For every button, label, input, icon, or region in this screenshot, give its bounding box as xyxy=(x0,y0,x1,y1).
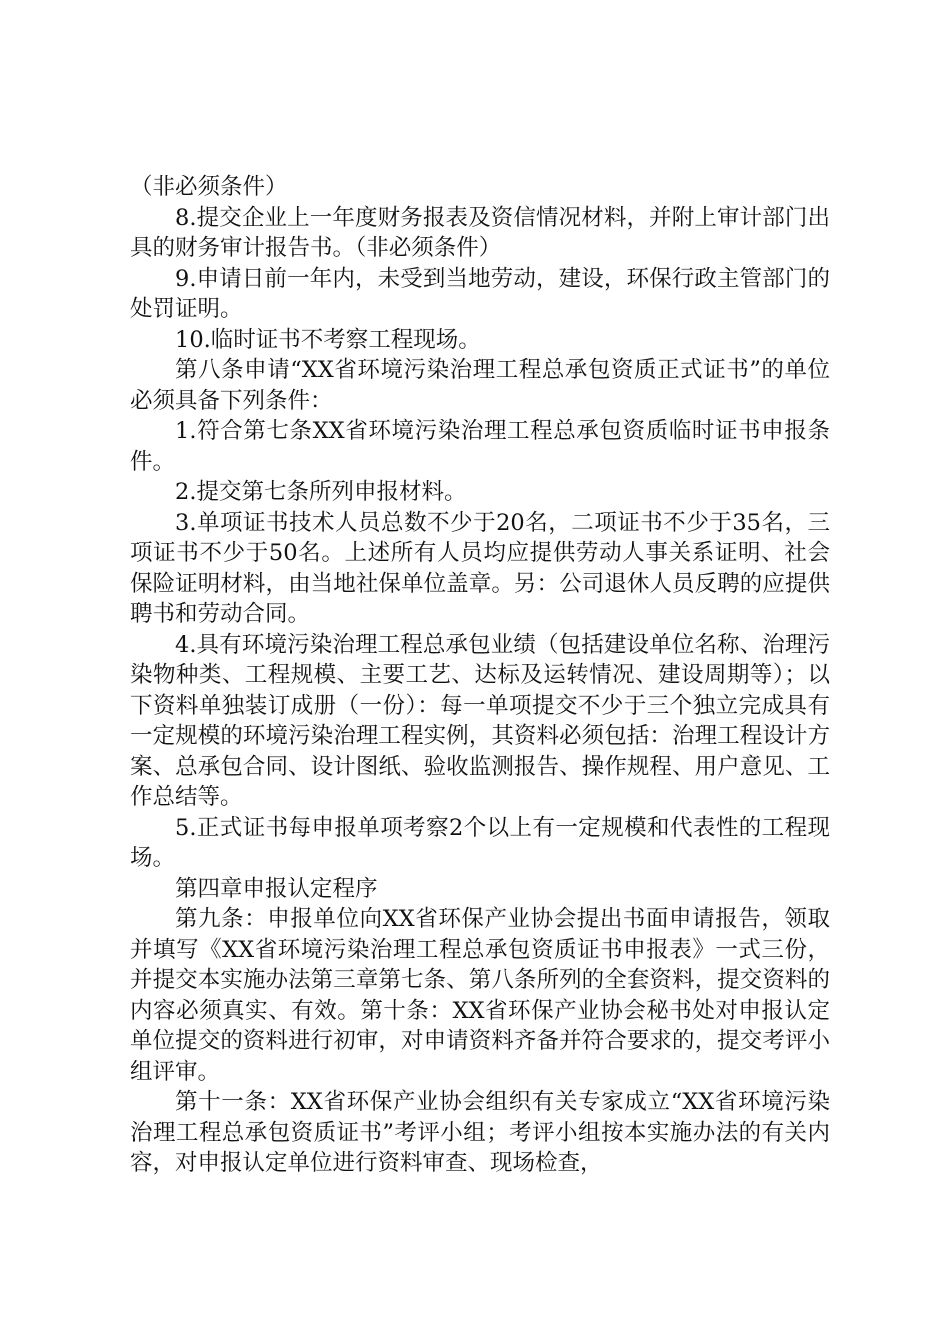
paragraph-optional-condition: （非必须条件） xyxy=(130,174,288,200)
paragraph-article-11: 第十一条：XX省环保产业协会组织有关专家成立“XX省环境污染治理工程总承包资质证书”考评小组；考评小组按本实施办法的有关内容，对申报认定单位进行资料审查、现场检查， xyxy=(130,1089,830,1176)
paragraph-article-8: 第八条申请“XX省环境污染治理工程总承包资质正式证书”的单位必须具备下列条件： xyxy=(130,357,830,414)
paragraph-article-8-item-2: 2.提交第七条所列申报材料。 xyxy=(175,479,467,505)
paragraph-article-9-10: 第九条：申报单位向XX省环保产业协会提出书面申请报告，领取并填写《XX省环境污染治理工程总承包资质证书申报表》一式三份，并提交本实施办法第三章第七条、第八条所列的全套资料，提交资料的内容必须真实、有效。第十条：XX省环保产业协会秘书处对申报认定单位提交的资料进行初审，对申请资料齐备并符合要求的，提交考评小组评审。 xyxy=(130,906,830,1085)
paragraph-article-8-item-4: 4.具有环境污染治理工程总承包业绩（包括建设单位名称、治理污染物种类、工程规模、主要工艺、达标及运转情况、建设周期等）；以下资料单独装订成册（一份）：每一单项提交不少于三个独立完成具有一定规模的环境污染治理工程实例，其资料必须包括：治理工程设计方案、总承包合同、设计图纸、验收监测报告、操作规程、用户意见、工作总结等。 xyxy=(130,631,830,810)
paragraph-item-10: 10.临时证书不考察工程现场。 xyxy=(175,326,481,353)
paragraph-item-9: 9.申请日前一年内，未受到当地劳动，建设，环保行政主管部门的处罚证明。 xyxy=(130,265,830,322)
paragraph-article-8-item-1: 1.符合第七条XX省环境污染治理工程总承包资质临时证书申报条件。 xyxy=(130,418,830,475)
paragraph-article-8-item-3: 3.单项证书技术人员总数不少于20名，二项证书不少于35名，三项证书不少于50名。上述所有人员均应提供劳动人事关系证明、社会保险证明材料，由当地社保单位盖章。另：公司退休人员反聘的应提供聘书和劳动合同。 xyxy=(130,509,830,627)
paragraph-article-8-item-5: 5.正式证书每申报单项考察2个以上有一定规模和代表性的工程现场。 xyxy=(130,814,830,871)
chapter-4-heading: 第四章申报认定程序 xyxy=(175,875,378,902)
document-body xyxy=(130,172,830,1179)
paragraph-item-8: 8.提交企业上一年度财务报表及资信情况材料，并附上审计部门出具的财务审计报告书。（非必须条件） xyxy=(130,204,830,261)
